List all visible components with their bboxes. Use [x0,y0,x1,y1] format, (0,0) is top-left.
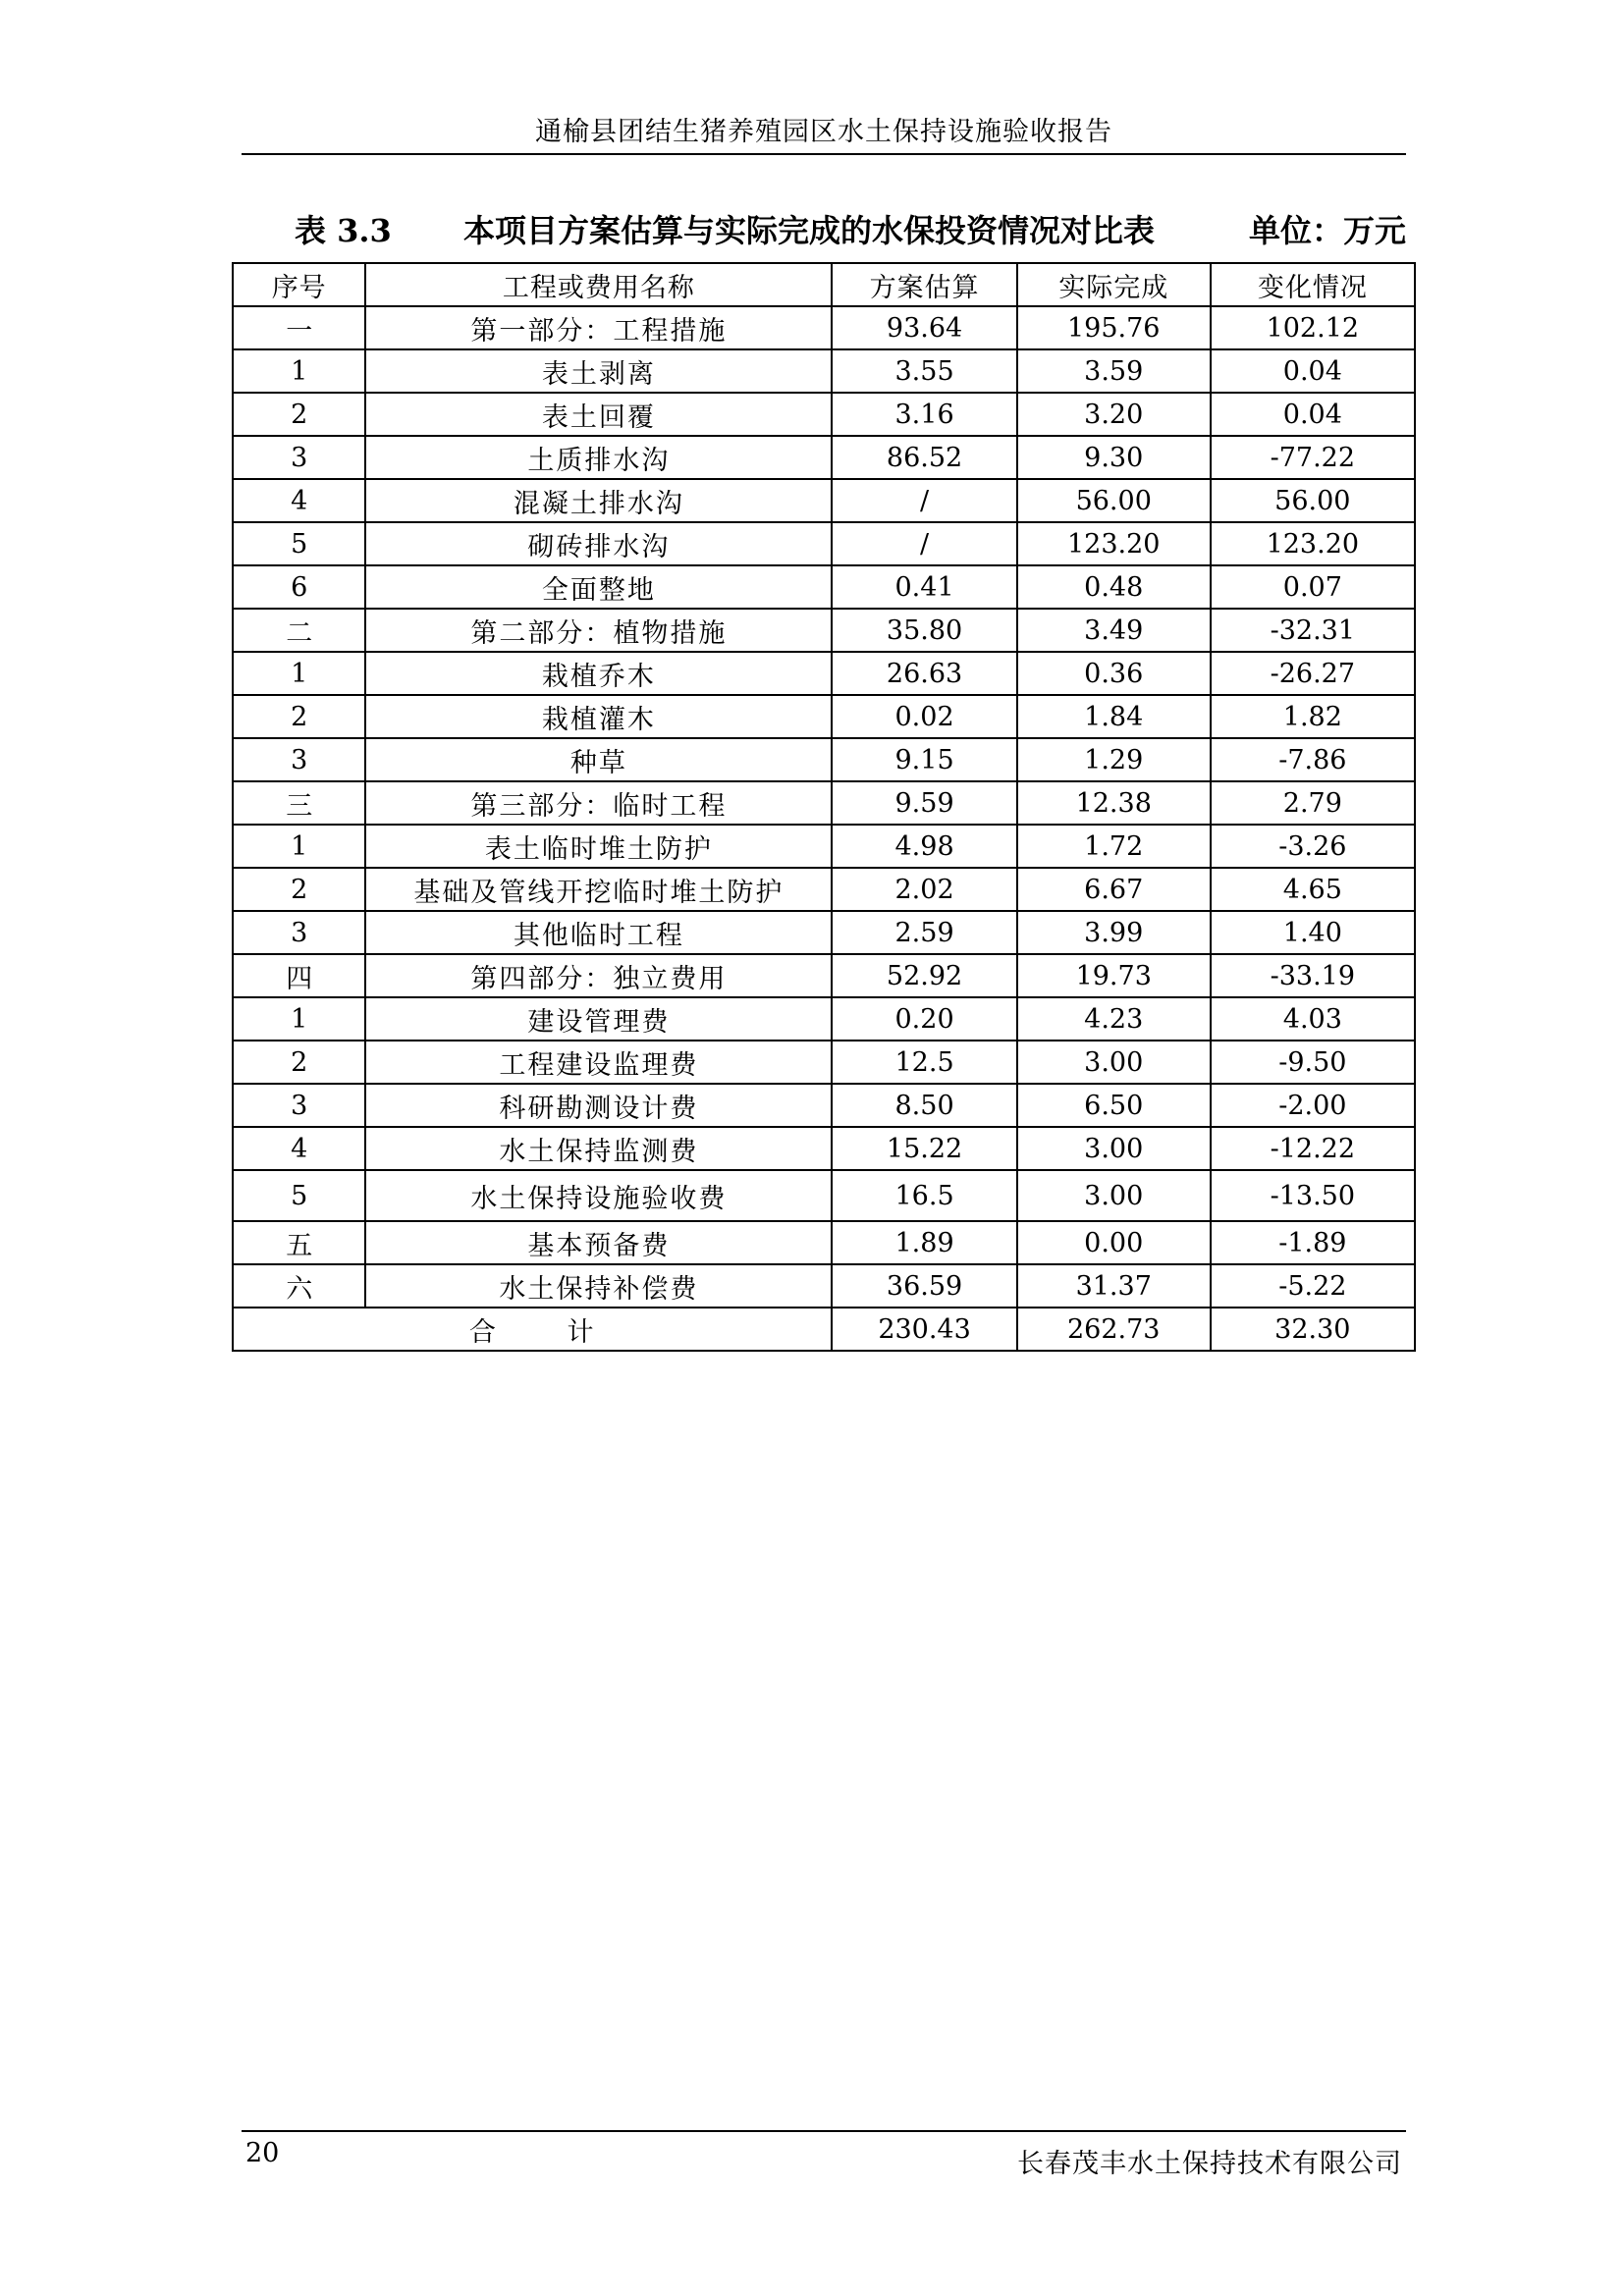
row-index: 六 [233,1264,365,1308]
table-row [233,393,1415,436]
row-change: 1.40 [1211,911,1415,954]
row-change: 0.04 [1211,393,1415,436]
row-actual: 1.29 [1017,738,1211,781]
row-index: 五 [233,1221,365,1264]
table-row [233,954,1415,997]
row-index: 1 [233,997,365,1041]
table-caption [295,206,1406,253]
row-name: 水土保持补偿费 [365,1264,832,1308]
row-change: -13.50 [1211,1170,1415,1221]
total-row [233,1308,1415,1351]
row-actual: 3.00 [1017,1127,1211,1170]
row-planned: 35.80 [832,609,1017,652]
row-actual: 56.00 [1017,479,1211,522]
row-actual: 3.00 [1017,1041,1211,1084]
row-actual: 6.67 [1017,868,1211,911]
row-planned: 86.52 [832,436,1017,479]
row-change: -33.19 [1211,954,1415,997]
table-row [233,997,1415,1041]
row-change: 56.00 [1211,479,1415,522]
row-name: 表土回覆 [365,393,832,436]
column-header-change: 变化情况 [1211,263,1415,306]
row-planned: 4.98 [832,825,1017,868]
table-row [233,911,1415,954]
total-actual: 262.73 [1017,1308,1211,1351]
column-header-index: 序号 [233,263,365,306]
row-change: -2.00 [1211,1084,1415,1127]
row-actual: 123.20 [1017,522,1211,565]
table-row [233,1221,1415,1264]
footer-rule [242,2130,1406,2132]
row-actual: 1.72 [1017,825,1211,868]
row-planned: 16.5 [832,1170,1017,1221]
row-change: -32.31 [1211,609,1415,652]
row-name: 第二部分：植物措施 [365,609,832,652]
row-planned: 0.41 [832,565,1017,609]
row-planned: / [832,479,1017,522]
row-planned: 0.02 [832,695,1017,738]
row-change: -5.22 [1211,1264,1415,1308]
column-header-planned: 方案估算 [832,263,1017,306]
row-index: 1 [233,652,365,695]
row-change: 1.82 [1211,695,1415,738]
row-change: -7.86 [1211,738,1415,781]
row-name: 第三部分：临时工程 [365,781,832,825]
column-header-name: 工程或费用名称 [365,263,832,306]
row-name: 工程建设监理费 [365,1041,832,1084]
row-name: 其他临时工程 [365,911,832,954]
table-row [233,436,1415,479]
row-name: 全面整地 [365,565,832,609]
table-row [233,349,1415,393]
row-change: -77.22 [1211,436,1415,479]
total-change: 32.30 [1211,1308,1415,1351]
row-planned: 3.55 [832,349,1017,393]
header-rule [242,153,1406,155]
row-name: 栽植乔木 [365,652,832,695]
row-actual: 0.00 [1017,1221,1211,1264]
row-actual: 3.49 [1017,609,1211,652]
caption-number: 表 3.3 [295,212,392,249]
row-name: 第一部分：工程措施 [365,306,832,349]
row-change: 4.03 [1211,997,1415,1041]
table-row [233,1041,1415,1084]
row-planned: 3.16 [832,393,1017,436]
row-planned: 12.5 [832,1041,1017,1084]
row-planned: 9.15 [832,738,1017,781]
row-actual: 0.48 [1017,565,1211,609]
row-change: 102.12 [1211,306,1415,349]
table-row [233,1127,1415,1170]
row-name: 表土临时堆土防护 [365,825,832,868]
row-planned: 9.59 [832,781,1017,825]
caption-unit: 单位：万元 [1248,212,1406,249]
row-index: 2 [233,695,365,738]
row-planned: 2.59 [832,911,1017,954]
row-index: 6 [233,565,365,609]
row-actual: 6.50 [1017,1084,1211,1127]
row-index: 1 [233,349,365,393]
row-planned: 52.92 [832,954,1017,997]
row-actual: 9.30 [1017,436,1211,479]
investment-comparison-table [232,262,1416,1352]
table-row [233,306,1415,349]
row-name: 建设管理费 [365,997,832,1041]
row-name: 水土保持监测费 [365,1127,832,1170]
table-row [233,868,1415,911]
row-change: 123.20 [1211,522,1415,565]
row-name: 基础及管线开挖临时堆土防护 [365,868,832,911]
row-change: -9.50 [1211,1041,1415,1084]
table-header-row [233,263,1415,306]
table-row [233,781,1415,825]
row-index: 2 [233,1041,365,1084]
row-index: 2 [233,393,365,436]
table-row [233,1084,1415,1127]
page-number: 20 [245,2138,280,2168]
row-planned: 8.50 [832,1084,1017,1127]
caption-title: 本项目方案估算与实际完成的水保投资情况对比表 [463,212,1156,249]
row-actual: 195.76 [1017,306,1211,349]
row-change: -12.22 [1211,1127,1415,1170]
row-name: 基本预备费 [365,1221,832,1264]
row-planned: 36.59 [832,1264,1017,1308]
row-name: 种草 [365,738,832,781]
row-index: 3 [233,738,365,781]
table-row [233,522,1415,565]
row-planned: 0.20 [832,997,1017,1041]
row-planned: / [832,522,1017,565]
row-actual: 3.00 [1017,1170,1211,1221]
row-change: 0.04 [1211,349,1415,393]
row-name: 表土剥离 [365,349,832,393]
row-name: 水土保持设施验收费 [365,1170,832,1221]
row-change: -3.26 [1211,825,1415,868]
row-change: -26.27 [1211,652,1415,695]
row-index: 3 [233,436,365,479]
row-actual: 4.23 [1017,997,1211,1041]
total-planned: 230.43 [832,1308,1017,1351]
row-name: 第四部分：独立费用 [365,954,832,997]
row-index: 二 [233,609,365,652]
row-actual: 19.73 [1017,954,1211,997]
row-index: 5 [233,522,365,565]
row-actual: 1.84 [1017,695,1211,738]
table-row [233,1170,1415,1221]
row-name: 混凝土排水沟 [365,479,832,522]
column-header-actual: 实际完成 [1017,263,1211,306]
table-row [233,738,1415,781]
row-planned: 1.89 [832,1221,1017,1264]
row-name: 科研勘测设计费 [365,1084,832,1127]
row-change: 4.65 [1211,868,1415,911]
row-actual: 31.37 [1017,1264,1211,1308]
table-row [233,1264,1415,1308]
row-planned: 2.02 [832,868,1017,911]
row-actual: 3.99 [1017,911,1211,954]
row-index: 4 [233,479,365,522]
row-index: 5 [233,1170,365,1221]
table-body [233,306,1415,1351]
row-index: 1 [233,825,365,868]
table-row [233,652,1415,695]
total-label: 合 计 [233,1308,832,1351]
company-name: 长春茂丰水土保持技术有限公司 [1017,2149,1402,2179]
row-actual: 3.59 [1017,349,1211,393]
row-change: -1.89 [1211,1221,1415,1264]
row-change: 0.07 [1211,565,1415,609]
row-change: 2.79 [1211,781,1415,825]
table-row [233,825,1415,868]
row-index: 四 [233,954,365,997]
row-name: 土质排水沟 [365,436,832,479]
row-actual: 0.36 [1017,652,1211,695]
row-name: 栽植灌木 [365,695,832,738]
row-index: 3 [233,911,365,954]
table-row [233,479,1415,522]
table-row [233,609,1415,652]
row-planned: 26.63 [832,652,1017,695]
table-row [233,565,1415,609]
row-index: 2 [233,868,365,911]
page-header-title: 通榆县团结生猪养殖园区水土保持设施验收报告 [535,117,1112,147]
row-planned: 93.64 [832,306,1017,349]
row-actual: 3.20 [1017,393,1211,436]
row-planned: 15.22 [832,1127,1017,1170]
row-actual: 12.38 [1017,781,1211,825]
row-index: 3 [233,1084,365,1127]
table-row [233,695,1415,738]
row-index: 三 [233,781,365,825]
row-index: 一 [233,306,365,349]
row-index: 4 [233,1127,365,1170]
row-name: 砌砖排水沟 [365,522,832,565]
